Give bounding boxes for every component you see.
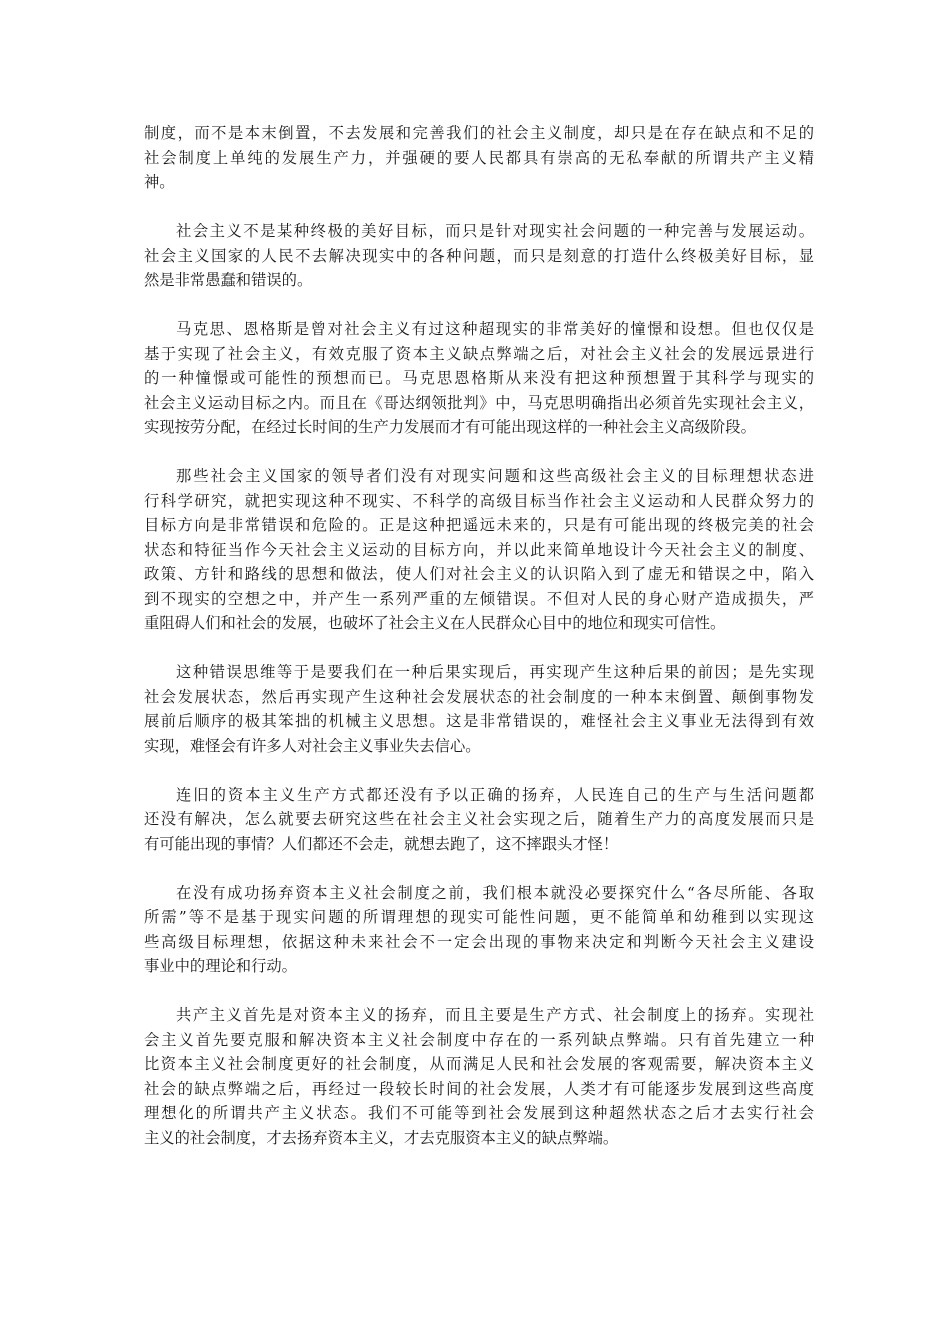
text-line: 到不现实的空想之中，并产生一系列严重的左倾错误。不但对人民的身心财产造成损失，严 <box>144 589 814 608</box>
paragraph <box>144 1003 814 1150</box>
text-line: 主义的社会制度，才去扬弃资本主义，才去克服资本主义的缺点弊端。 <box>144 1128 619 1147</box>
text-line: 共产主义首先是对资本主义的扬弃，而且主要是生产方式、社会制度上的扬弃。实现社 <box>176 1006 814 1024</box>
text-line: 社会的缺点弊端之后，再经过一段较长时间的社会发展，人类才有可能逐步发展到这些高度 <box>144 1079 814 1098</box>
paragraph <box>144 317 814 440</box>
text-line: 目标方向是非常错误和危险的。正是这种把遥远未来的，只是有可能出现的终极完美的社会 <box>144 516 814 534</box>
text-line: 实现按劳分配，在经过长时间的生产力发展而才有可能出现这样的一种社会主义高级阶段。 <box>144 418 756 436</box>
text-line: 行科学研究，就把实现这种不现实、不科学的高级目标当作社会主义运动和人民群众努力的 <box>144 491 814 510</box>
paragraph <box>144 219 814 293</box>
text-line: 理想化的所谓共产主义状态。我们不可能等到社会发展到这种超然状态之后才去实行社会 <box>144 1104 814 1122</box>
text-line: 这种错误思维等于是要我们在一种后果实现后，再实现产生这种后果的前因；是先实现 <box>176 663 814 681</box>
text-line: 社会主义不是某种终极的美好目标，而只是针对现实社会问题的一种完善与发展运动。 <box>176 222 814 240</box>
paragraph <box>144 660 814 758</box>
text-line: 状态和特征当作今天社会主义运动的目标方向，并以此来简单地设计今天社会主义的制度、 <box>144 540 814 559</box>
text-line: 连旧的资本主义生产方式都还没有予以正确的扬弃，人民连自己的生产与生活问题都 <box>176 785 814 804</box>
text-line: 比资本主义社会制度更好的社会制度，从而满足人民和社会发展的客观需要，解决资本主义 <box>144 1055 814 1073</box>
text-line: 制度，而不是本末倒置，不去发展和完善我们的社会主义制度，却只是在存在缺点和不足的 <box>144 124 814 142</box>
text-line: 那些社会主义国家的领导者们没有对现实问题和这些高级社会主义的目标理想状态进 <box>176 467 814 485</box>
text-line: 基于实现了社会主义，有效克服了资本主义缺点弊端之后，对社会主义社会的发展远景进行 <box>144 344 814 363</box>
text-line: 还没有解决，怎么就要去研究这些在社会主义社会实现之后，随着生产力的高度发展而只是 <box>144 810 814 828</box>
paragraph <box>144 783 814 857</box>
text-line: 实现，难怪会有许多人对社会主义事业失去信心。 <box>144 736 481 755</box>
text-line: 社会主义运动目标之内。而且在《哥达纲领批判》中，马克思明确指出必须首先实现社会主义， <box>144 393 814 412</box>
document-page <box>144 121 814 1175</box>
text-line: 重阻碍人们和社会的发展，也破坏了社会主义在人民群众心目中的地位和现实可信性。 <box>144 614 726 632</box>
text-line: 在没有成功扬弃资本主义社会制度之前，我们根本就没必要探究什么“各尽所能、各取 <box>176 883 814 902</box>
text-line: 有可能出现的事情？人们都还不会走，就想去跑了，这不摔跟头才怪！ <box>144 834 619 853</box>
text-line: 些高级目标理想，依据这种未来社会不一定会出现的事物来决定和判断今天社会主义建设 <box>144 932 814 951</box>
text-line: 马克思、恩格斯是曾对社会主义有过这种超现实的非常美好的憧憬和设想。但也仅仅是 <box>176 320 814 338</box>
text-line: 然是非常愚蠢和错误的。 <box>144 271 313 289</box>
paragraph <box>144 464 814 636</box>
text-line: 所需”等不是基于现实问题的所谓理想的现实可能性问题，更不能简单和幼稚到以实现这 <box>144 908 814 926</box>
paragraph <box>144 121 814 195</box>
text-line: 社会主义国家的人民不去解决现实中的各种问题，而只是刻意的打造什么终极美好目标，显 <box>144 246 814 265</box>
text-line: 神。 <box>144 173 175 191</box>
text-line: 事业中的理论和行动。 <box>144 957 297 975</box>
paragraph <box>144 881 814 979</box>
text-line: 会主义首先要克服和解决资本主义社会制度中存在的一系列缺点弊端。只有首先建立一种 <box>144 1030 814 1049</box>
text-line: 社会发展状态，然后再实现产生这种社会发展状态的社会制度的一种本末倒置、颠倒事物发 <box>144 687 814 706</box>
text-line: 的一种憧憬或可能性的预想而已。马克思恩格斯从来没有把这种预想置于其科学与现实的 <box>144 369 814 387</box>
text-line: 政策、方针和路线的思想和做法，使人们对社会主义的认识陷入到了虚无和错误之中，陷入 <box>144 565 814 583</box>
text-line: 展前后顺序的极其笨拙的机械主义思想。这是非常错误的，难怪社会主义事业无法得到有效 <box>144 712 814 730</box>
text-line: 社会制度上单纯的发展生产力，并强硬的要人民都具有崇高的无私奉献的所谓共产主义精 <box>144 148 814 167</box>
